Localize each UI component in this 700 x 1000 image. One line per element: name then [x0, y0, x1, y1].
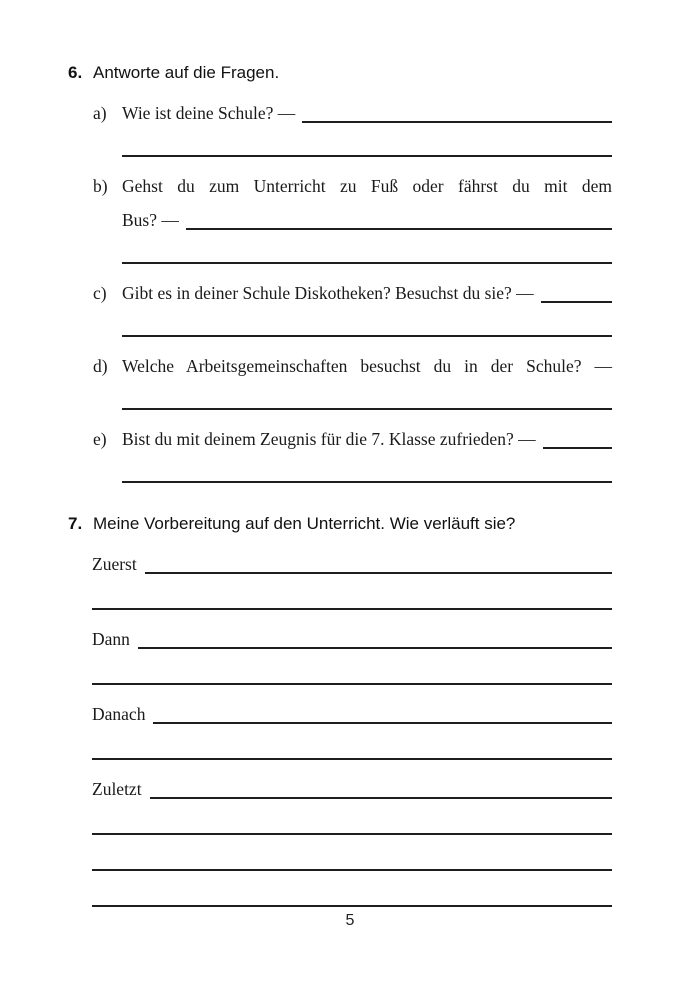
exercise-6 — [68, 62, 612, 483]
answer-line[interactable] — [122, 237, 612, 264]
question-text-a: Wie ist deine Schule? — — [122, 103, 296, 123]
page-content — [68, 62, 612, 907]
prompt-label-danach: Danach — [92, 704, 146, 724]
question-row — [122, 276, 612, 310]
question-row — [122, 203, 612, 237]
exercise-7-heading — [68, 513, 612, 535]
prompt-row-dann — [92, 622, 612, 656]
question-label-b: b) — [93, 176, 108, 196]
prompt-row-zuerst — [92, 547, 612, 581]
exercise-7 — [68, 513, 612, 907]
question-body-c — [122, 276, 612, 337]
question-label-e: e) — [93, 429, 107, 449]
answer-line[interactable] — [122, 383, 612, 410]
question-text-b-line2: Bus? — — [122, 210, 179, 230]
question-body-b — [122, 169, 612, 264]
question-item-b — [93, 169, 612, 264]
answer-line[interactable] — [92, 806, 612, 835]
prompt-answer-line[interactable] — [138, 647, 612, 649]
exercise-6-number: 6. — [68, 63, 83, 82]
prompt-answer-line[interactable] — [150, 797, 612, 799]
prompt-label-zuerst: Zuerst — [92, 554, 137, 574]
question-item-d — [93, 349, 612, 410]
answer-line[interactable] — [92, 581, 612, 610]
inline-answer-line[interactable] — [302, 121, 612, 123]
question-item-c — [93, 276, 612, 337]
answer-line[interactable] — [122, 310, 612, 337]
question-body-a — [122, 96, 612, 157]
answer-line[interactable] — [92, 656, 612, 685]
inline-answer-line[interactable] — [186, 228, 612, 230]
prompt-row-zuletzt — [92, 772, 612, 806]
question-text-c: Gibt es in deiner Schule Diskotheken? Besuchst du sie? — — [122, 283, 534, 303]
question-text-d: Welche Arbeitsgemeinschaften besuchst du in der Schule? — — [122, 356, 612, 376]
question-text-e: Bist du mit deinem Zeugnis für die 7. Klasse zufrieden? — — [122, 429, 536, 449]
prompt-row-danach — [92, 697, 612, 731]
question-body-e — [122, 422, 612, 483]
exercise-7-title: Meine Vorbereitung auf den Unterricht. Wie verläuft sie? — [93, 514, 516, 533]
answer-line[interactable] — [92, 835, 612, 871]
inline-answer-line[interactable] — [541, 301, 612, 303]
prompt-answer-line[interactable] — [153, 722, 612, 724]
prompt-answer-line[interactable] — [145, 572, 612, 574]
page-number: 5 — [345, 912, 355, 929]
question-label-c: c) — [93, 283, 107, 303]
question-label-a: a) — [93, 103, 107, 123]
question-item-e — [93, 422, 612, 483]
question-text-b-line1: Gehst du zum Unterricht zu Fuß oder fährst du mit dem — [122, 176, 612, 196]
question-label-d: d) — [93, 356, 108, 376]
exercise-6-heading — [68, 62, 612, 84]
question-body-d — [122, 349, 612, 410]
answer-line[interactable] — [92, 871, 612, 907]
question-row — [122, 422, 612, 456]
exercise-6-title: Antworte auf die Fragen. — [93, 63, 280, 82]
inline-answer-line[interactable] — [543, 447, 612, 449]
question-row — [122, 96, 612, 130]
exercise-7-number: 7. — [68, 514, 83, 533]
question-item-a — [93, 96, 612, 157]
prompt-label-zuletzt: Zuletzt — [92, 779, 142, 799]
answer-line[interactable] — [122, 130, 612, 157]
prompt-label-dann: Dann — [92, 629, 130, 649]
answer-line[interactable] — [92, 731, 612, 760]
answer-line[interactable] — [122, 456, 612, 483]
